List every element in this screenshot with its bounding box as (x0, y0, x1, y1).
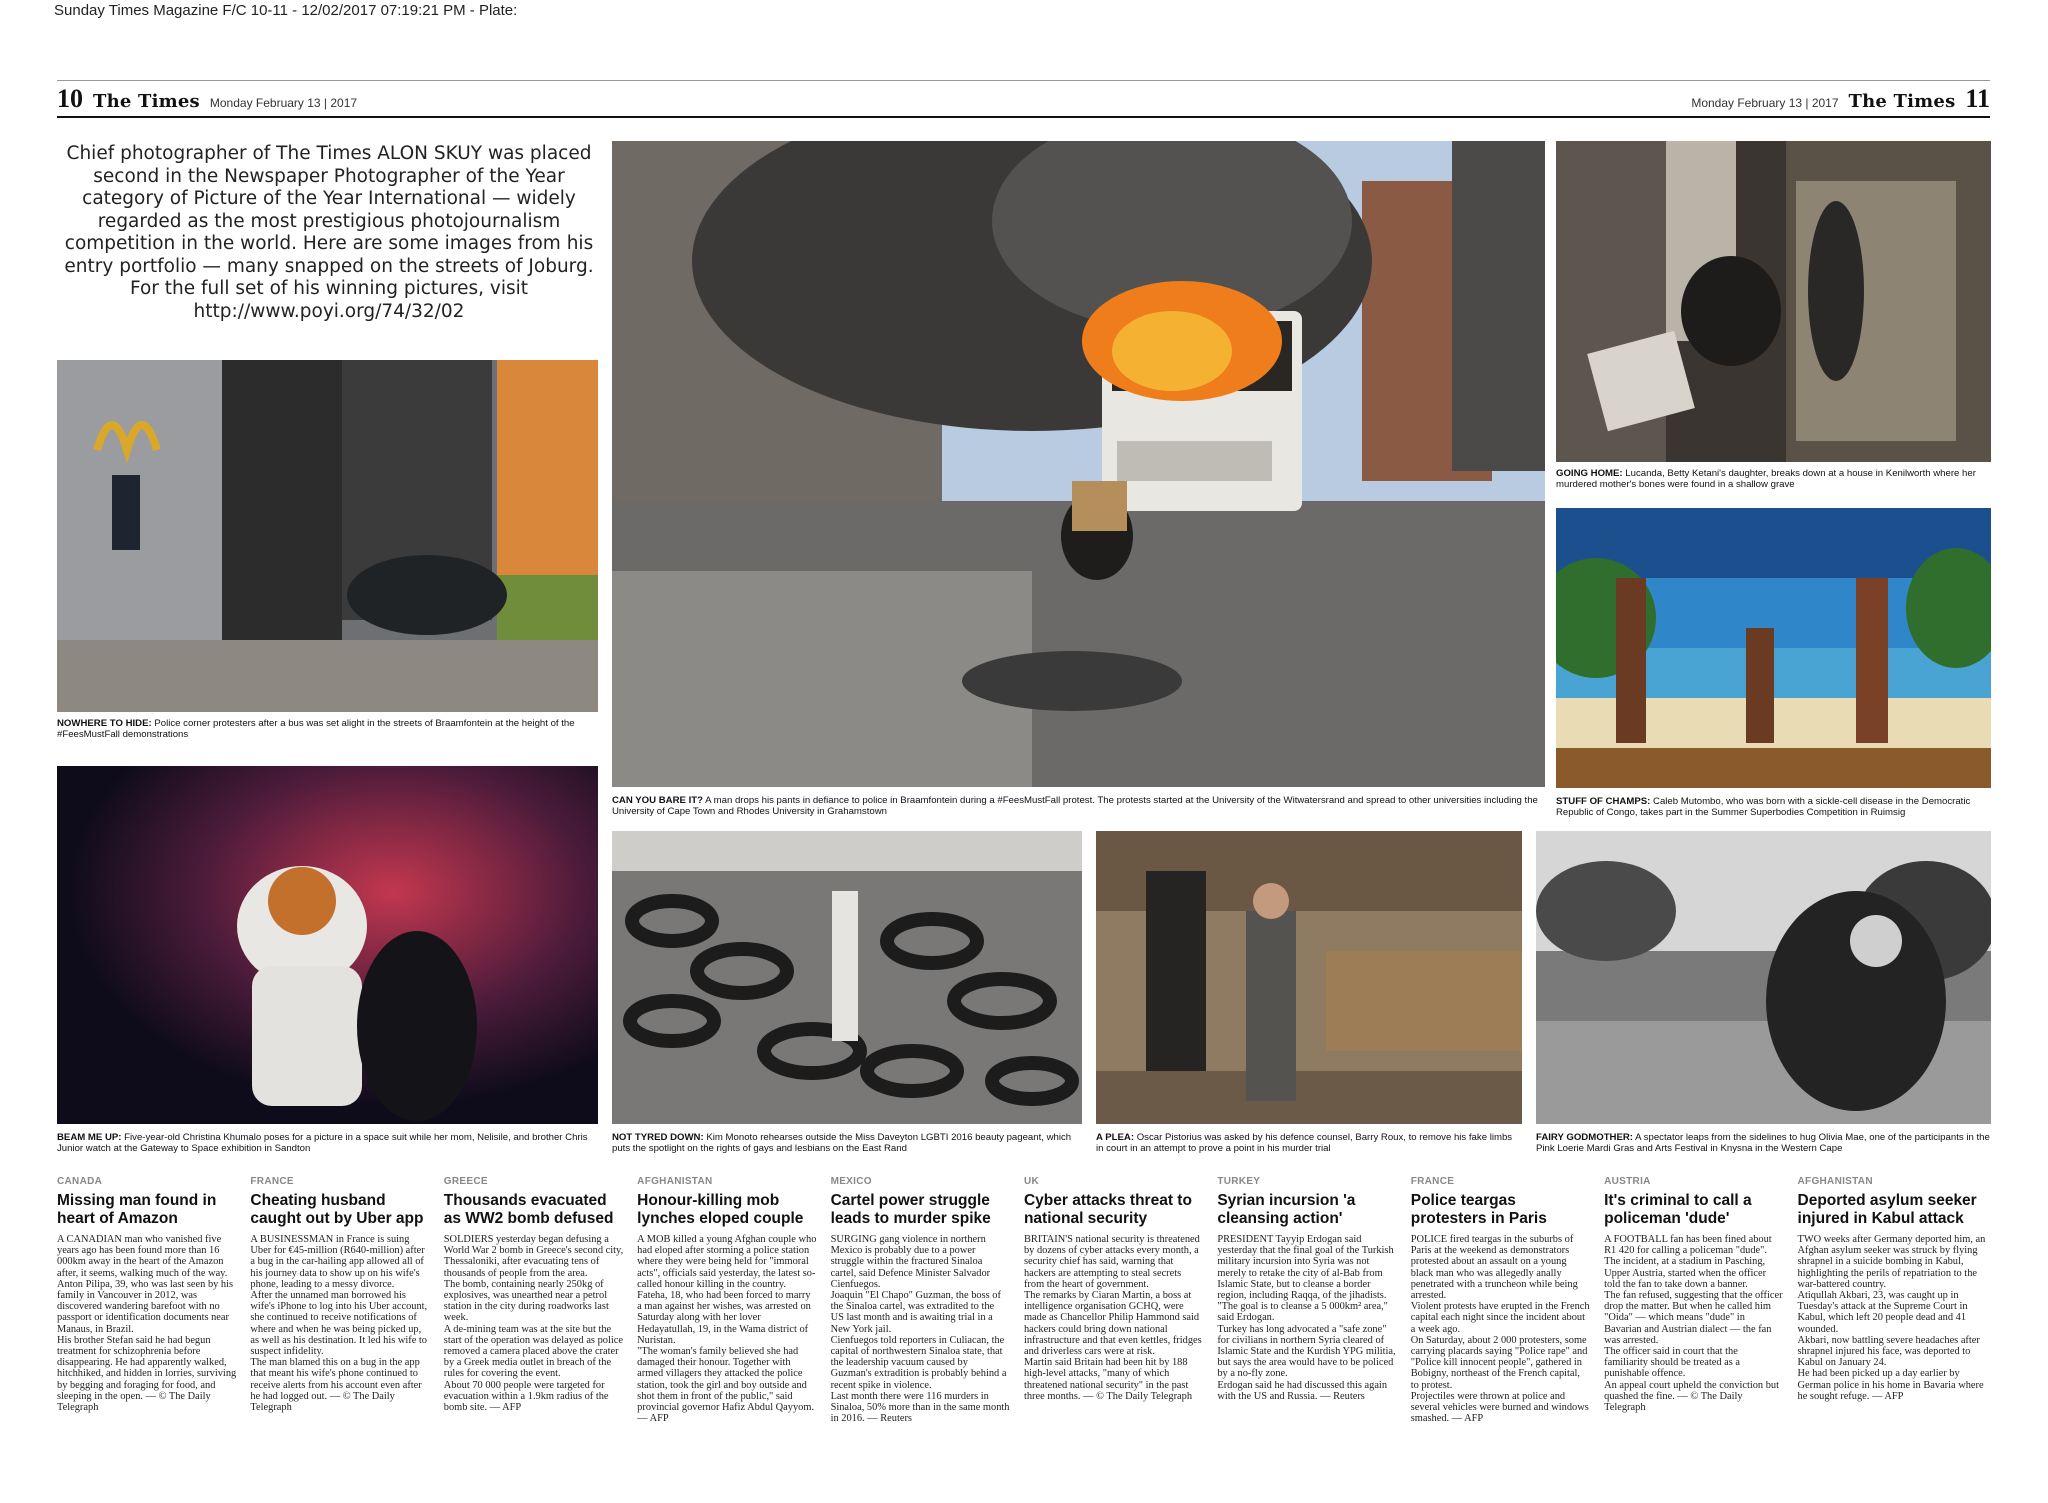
brief-kicker: AFGHANISTAN (1797, 1176, 1873, 1187)
photo-beam-me-up (57, 766, 598, 1124)
intro-text: Chief photographer of The Times ALON SKUY was placed second in the Newspaper Photographer of the Year category of Picture of the Year International — widely regarded as the most prestigious photojournalism competition in the world. Here are some images from his entry portfolio — many snapped on the streets of Joburg. For the full set of his winning pictures, visit http://www.poyi.org/74/32/02 (64, 143, 594, 322)
photo-a-plea (1096, 831, 1522, 1124)
brief-body: SOLDIERS yesterday began defusing a World War 2 bomb in Greece's second city, Thessaloniki, after evacuating tens of thousands of people from the area. The bomb, containing nearly 250kg of explosives, was unearthed near a petrol station in the city during roadworks last week. A de-mining team was at the site but the start of the operation was delayed as police removed a camera placed above the crater by a Greek media outlet in breach of the rules for covering the event. About 70 000 people were targeted for evacuation within a 1.9km radius of the bomb site. — AFP (443, 1234, 624, 1414)
brief-headline: Police teargas protesters in Paris (1410, 1192, 1547, 1227)
brief-kicker: FRANCE (1410, 1176, 1455, 1187)
brief-headline: Thousands evacuated as WW2 bomb defused (443, 1192, 614, 1227)
caption-stuff-of-champs: STUFF OF CHAMPS: Caleb Mutombo, who was born with a sickle-cell disease in the Democratic Republic of Congo, takes part in the Summer Superbodies Competition in Ruimsig (1556, 796, 1971, 818)
brief-headline: Syrian incursion 'a cleansing action' (1217, 1192, 1356, 1227)
brief-kicker: AUSTRIA (1604, 1176, 1651, 1187)
caption-a-plea: A PLEA: Oscar Pistorius was asked by his defence counsel, Barry Roux, to remove his fake limbs in court in an attempt to prove a point in his murder trial (1096, 1132, 1513, 1154)
photo-can-you-bare-it (612, 141, 1545, 787)
brief-body: PRESIDENT Tayyip Erdogan said yesterday that the final goal of the Turkish military incursion into Syria was not merely to retake the city of al-Bab from Islamic State, but to cleanse a border region, including Raqqa, of the jihadists. "The goal is to cleanse a 5 000km² area," said Erdogan. Turkey has long advocated a "safe zone" for civilians in northern Syria cleared of Islamic State and the Kurdish YPG militia, but says the area would have to be policed by a no-fly zone. Erdogan said he had discussed this again with the US and Russia. — Reuters (1217, 1234, 1396, 1402)
photo-going-home (1556, 141, 1991, 462)
brief-kicker: FRANCE (250, 1176, 294, 1187)
brief-body: POLICE fired teargas in the suburbs of Paris at the weekend as demonstrators protested about an assault on a young black man who was allegedly anally penetrated with a truncheon while being arrested. Violent protests have erupted in the French capital each night since the incident about a week ago. On Saturday, about 2 000 protesters, some carrying placards saying "Police rape" and "Police kill innocent people", gathered in Bobigny, northeast of the French capital, to protest. Projectiles were thrown at police and several vehicles were burned and windows smashed. — AFP (1410, 1234, 1590, 1425)
brief-body: BRITAIN'S national security is threatened by dozens of cyber attacks every month, a security chief has said, warning that hackers are attempting to steal secrets from the heart of government. The remarks by Ciaran Martin, a boss at intelligence organisation GCHQ, were made as Chancellor Philip Hammond said hackers could bring down national infrastructure and that even kettles, fridges and driverless cars were at risk. Martin said Britain had been hit by 188 high-level attacks, "many of which threatened national security" in the past three months. — © The Daily Telegraph (1023, 1234, 1202, 1402)
brief-column (1024, 1176, 1217, 1446)
brief-kicker: TURKEY (1217, 1176, 1261, 1187)
brief-headline: Deported asylum seeker injured in Kabul attack (1797, 1192, 1977, 1227)
brief-headline: Cartel power struggle leads to murder spike (830, 1192, 991, 1227)
brief-column (831, 1176, 1024, 1446)
caption-can-you-bare-it: CAN YOU BARE IT? A man drops his pants in defiance to police in Braamfontein during a #FeesMustFall protest. The protests started at the University of the Witwatersrand and spread to other universities including the University of Cape Town and Rhodes University in Grahamstown (612, 795, 1538, 817)
caption-fairy-godmother: FAIRY GODMOTHER: A spectator leaps from the sidelines to hug Olivia Mae, one of the participants in the Pink Loerie Mardi Gras and Arts Festival in Knysna in the Western Cape (1536, 1132, 1990, 1154)
page-number-right: 11 (1965, 84, 1990, 113)
page-number-left: 10 (57, 84, 83, 113)
caption-going-home: GOING HOME: Lucanda, Betty Ketani's daughter, breaks down at a house in Kenilworth where her murdered mother's bones were found in a shallow grave (1556, 468, 1976, 490)
brief-column (1798, 1176, 1991, 1446)
brief-body: A FOOTBALL fan has been fined about R1 420 for calling a policeman "dude". The incident, at a stadium in Pasching, Upper Austria, started when the officer told the fan to take down a banner. The fan refused, suggesting that the officer drop the matter. But when he called him "Oida" — which means "dude" in Bavarian and Austrian dialect — the fan was arrested. The officer said in court that the familiarity should be treated as a punishable offence. An appeal court upheld the conviction but quashed the fine. — © The Daily Telegraph (1604, 1234, 1783, 1414)
brief-column (1411, 1176, 1604, 1446)
brief-headline: Cheating husband caught out by Uber app (250, 1192, 424, 1227)
caption-nowhere-to-hide: NOWHERE TO HIDE: Police corner protesters after a bus was set alight in the streets of Braamfontein at the height of the #FeesMustFall demonstrations (57, 718, 575, 740)
brief-kicker: MEXICO (830, 1176, 872, 1187)
photo-fairy-godmother (1536, 831, 1991, 1124)
brief-body: A MOB killed a young Afghan couple who had eloped after storming a police station where they were being held for "immoral acts", officials said yesterday, the latest so-called honour killing in the country. Fateha, 18, who had been forced to marry a man against her wishes, was arrested on Saturday along with her lover Hedayatullah, 19, in the Wama district of Nuristan. "The woman's family believed she had damaged their honour. Together with armed villagers they attacked the police station, took the girl and boy outside and shot them in front of the public," said provincial governor Hafiz Abdul Qayyom. — AFP (637, 1234, 817, 1425)
brief-column (1604, 1176, 1797, 1446)
brief-kicker: UK (1023, 1176, 1039, 1187)
brief-kicker: AFGHANISTAN (637, 1176, 713, 1187)
print-slug: Sunday Times Magazine F/C 10-11 - 12/02/2017 07:19:21 PM - Plate: (54, 2, 518, 19)
brief-headline: Cyber attacks threat to national security (1023, 1192, 1192, 1227)
brief-body: SURGING gang violence in northern Mexico is probably due to a power struggle within the fractured Sinaloa cartel, said Defence Minister Salvador Cienfuegos. Joaquin "El Chapo" Guzman, the boss of the Sinaloa cartel, was extradited to the US last month and is awaiting trial in a New York jail. Cienfuegos told reporters in Culiacan, the capital of northwestern Sinaloa state, that the leadership vacuum caused by Guzman's extradition is probably behind a recent spike in violence. Last month there were 116 murders in Sinaloa, 50% more than in the same month in 2016. — Reuters (830, 1234, 1010, 1425)
top-rule (57, 80, 1990, 81)
brief-column (637, 1176, 830, 1446)
brief-kicker: CANADA (57, 1176, 103, 1187)
masthead-right (1691, 84, 1990, 118)
brief-column (250, 1176, 443, 1446)
brief-kicker: GREECE (443, 1176, 488, 1187)
brief-column (57, 1176, 250, 1446)
masthead-left (57, 84, 357, 118)
brief-body: A CANADIAN man who vanished five years ago has been found more than 16 000km away in the heart of the Amazon after, it seems, walking much of the way. Anton Pilipa, 39, who was last seen by his family in Vancouver in 2012, was discovered wandering barefoot with no passport or identification documents near Manaus, in Brazil. His brother Stefan said he had begun treatment for schizophrenia before disappearing. He had apparently walked, hitchhiked, and hidden in lorries, surviving by begging and foraging for food, and sleeping in the open. — © The Daily Telegraph (57, 1234, 237, 1414)
photo-not-tyred-down (612, 831, 1082, 1124)
brand-logo-right: The Times (1848, 91, 1956, 112)
caption-beam-me-up: BEAM ME UP: Five-year-old Christina Khumalo poses for a picture in a space suit while her mom, Nelisile, and brother Chris Junior watch at the Gateway to Space exhibition in Sandton (57, 1132, 588, 1154)
issue-date-right: Monday February 13 | 2017 (1691, 96, 1839, 110)
brief-column (444, 1176, 637, 1446)
brief-column (1217, 1176, 1410, 1446)
brief-headline: Honour-killing mob lynches eloped couple (637, 1192, 804, 1227)
photo-nowhere-to-hide (57, 360, 598, 712)
caption-not-tyred-down: NOT TYRED DOWN: Kim Monoto rehearses outside the Miss Daveyton LGBTI 2016 beauty pageant, which puts the spotlight on the rights of gays and lesbians on the East Rand (612, 1132, 1072, 1154)
issue-date-left: Monday February 13 | 2017 (209, 96, 358, 110)
photo-stuff-of-champs (1556, 508, 1991, 788)
masthead-rule (57, 116, 1990, 118)
brief-body: A BUSINESSMAN in France is suing Uber for €45-million (R640-million) after a bug in the car-hailing app allowed all of his journey data to show up on his wife's phone, leading to a messy divorce. After the unnamed man borrowed his wife's iPhone to log into his Uber account, she continued to receive notifications of where and when he was being picked up, as well as his destination. It led his wife to suspect infidelity. The man blamed this on a bug in the app that meant his wife's phone continued to receive alerts from his account even after he had logged out. — © The Daily Telegraph (250, 1234, 428, 1414)
brief-headline: It's criminal to call a policeman 'dude' (1604, 1192, 1752, 1227)
brief-headline: Missing man found in heart of Amazon (57, 1192, 217, 1227)
news-briefs (57, 1176, 1991, 1446)
brief-body: TWO weeks after Germany deported him, an Afghan asylum seeker was struck by flying shrapnel in a suicide bombing in Kabul, highlighting the perils of repatriation to the war-battered country. Atiqullah Akbari, 23, was caught up in Tuesday's attack at the Supreme Court in Kabul, which left 20 people dead and 41 wounded. Akbari, now battling severe headaches after shrapnel injured his face, was deported to Kabul on January 24. He had been picked up a day earlier by German police in his home in Bavaria where he sought refuge. — AFP (1797, 1234, 1986, 1402)
brand-logo-left: The Times (93, 91, 200, 112)
